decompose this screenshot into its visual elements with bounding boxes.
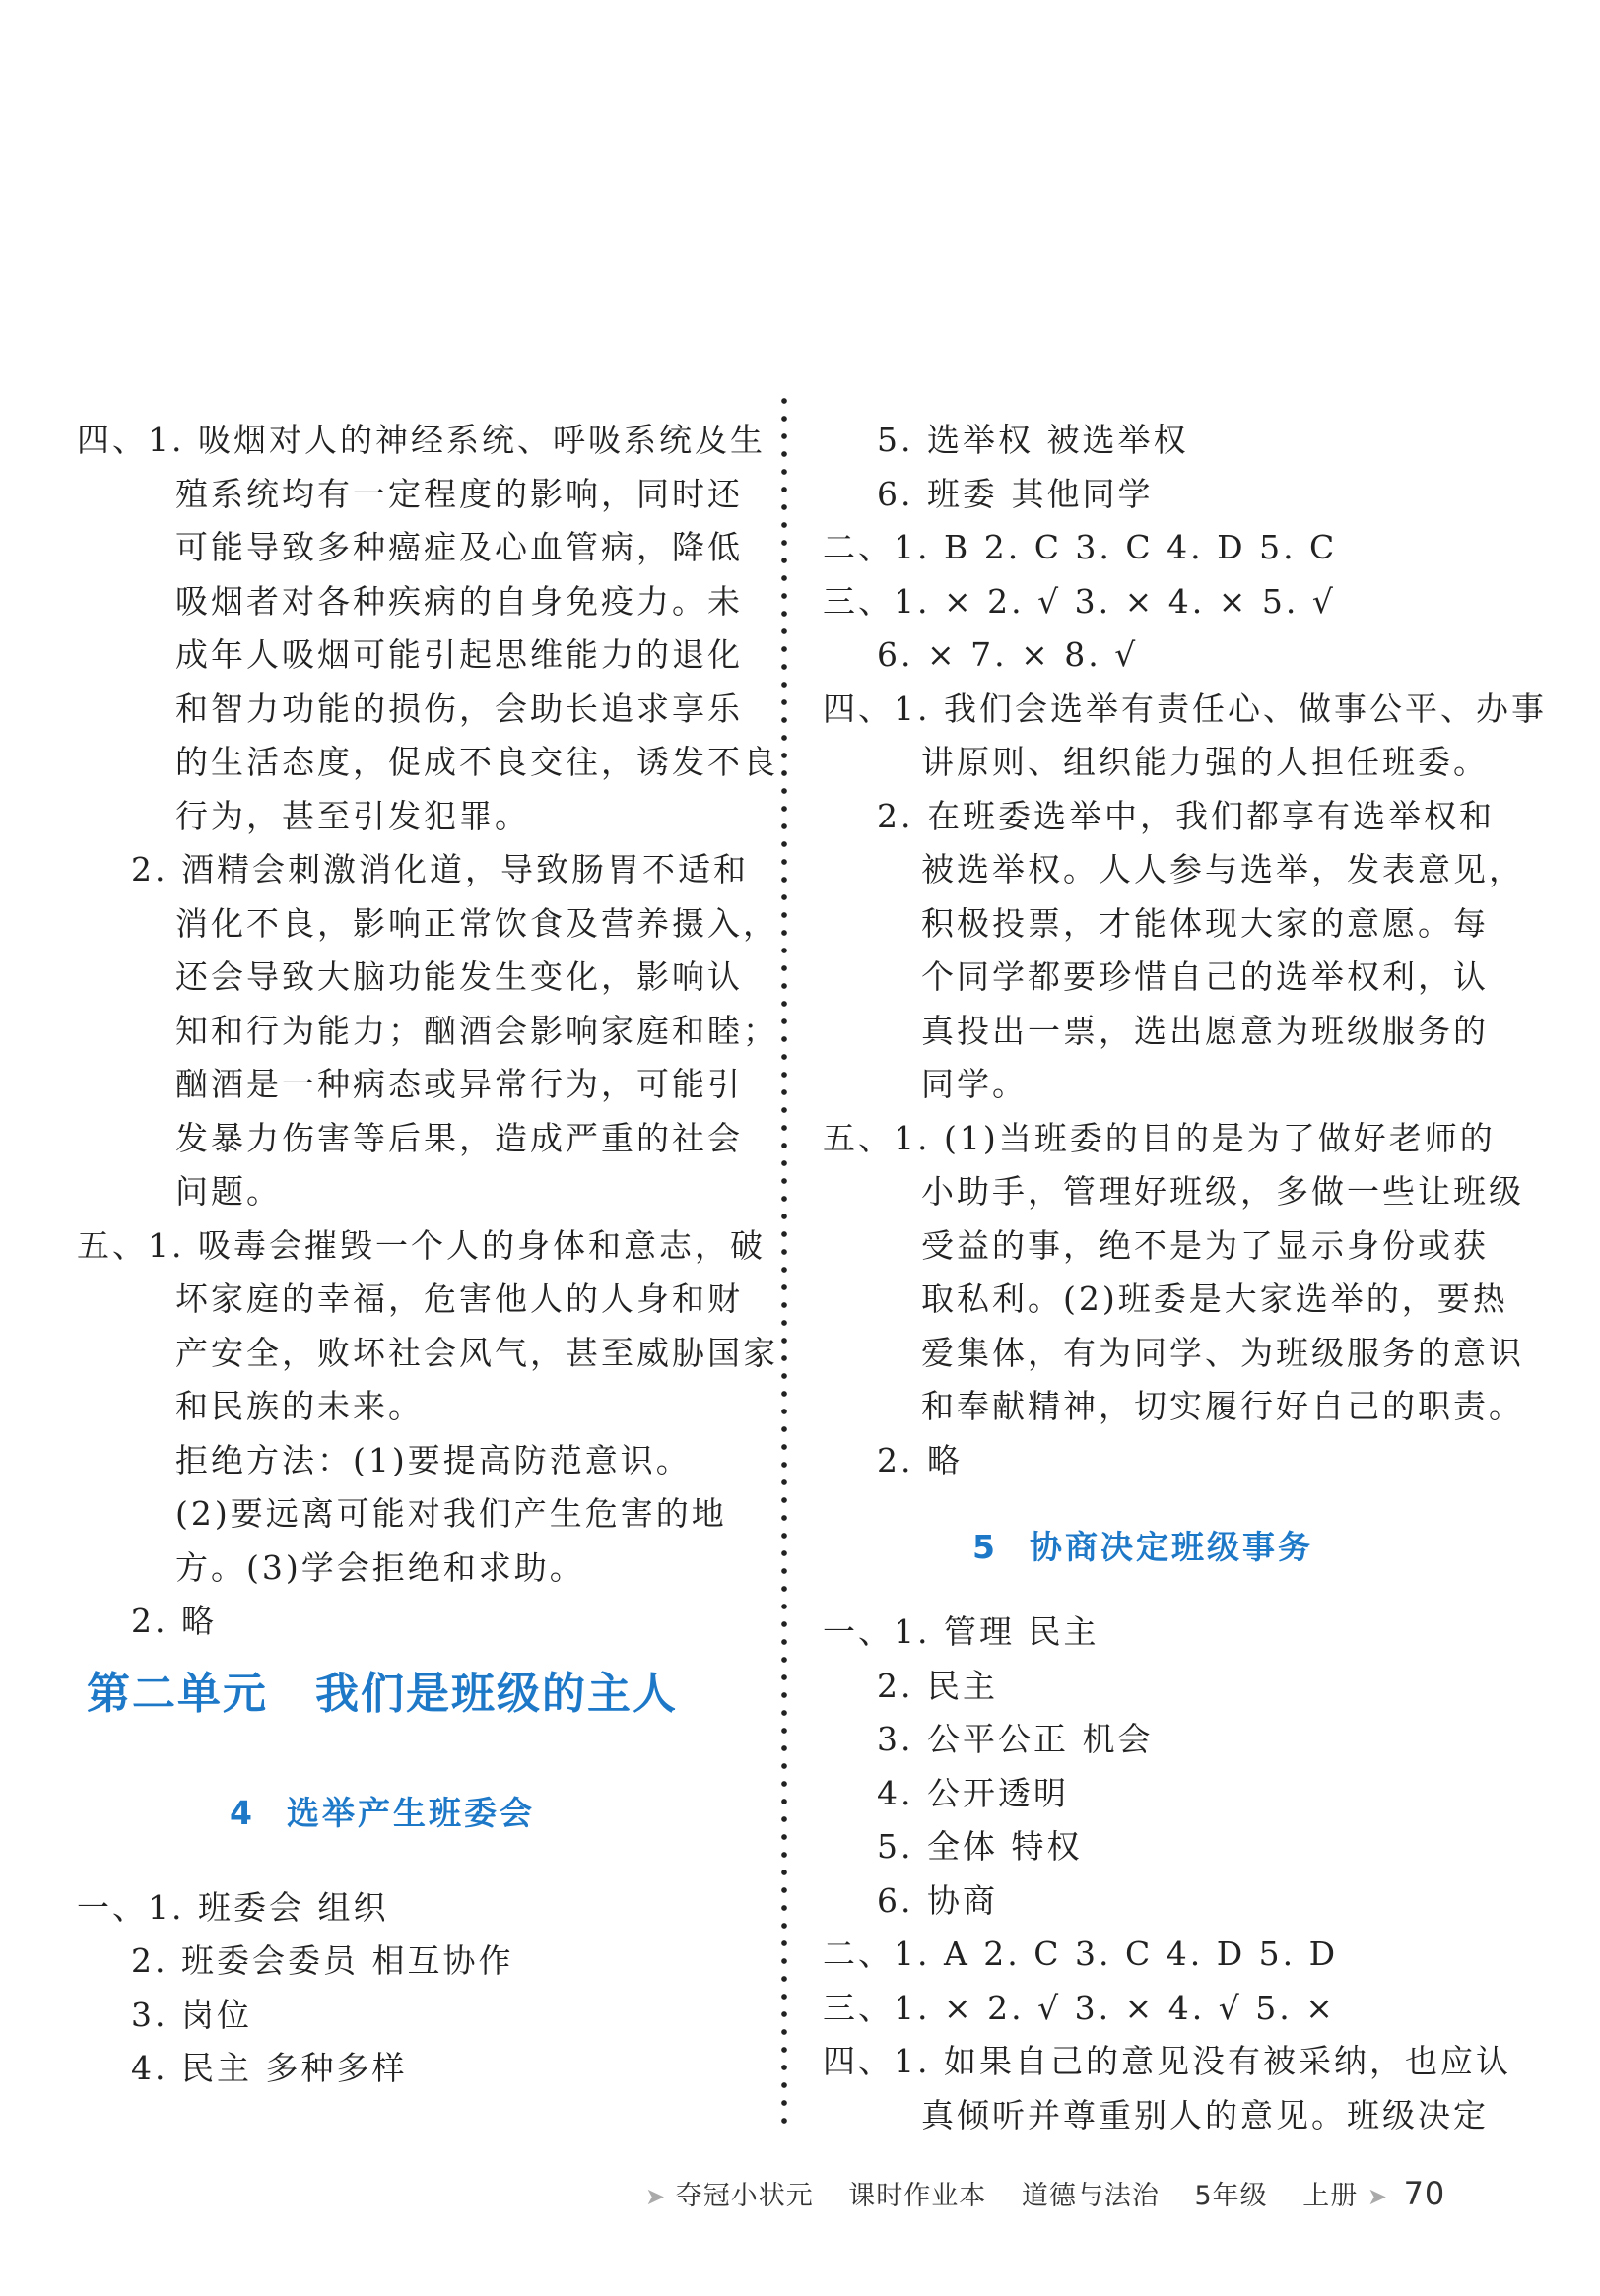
left-answer-lines [77, 414, 778, 1649]
unit-title-label: 第二单元 [87, 1668, 268, 1719]
answer-line: 酗酒是一种病态或异常行为，可能引 [175, 1065, 743, 1103]
answer-line: 讲原则、组织能力强的人担任班委。 [921, 743, 1489, 781]
answer-line: 四、1. 吸烟对人的神经系统、呼吸系统及生 [77, 421, 766, 459]
footer-grade: 5年级 [1194, 2181, 1268, 2211]
answer-line: 6. × 7. × 8. √ [877, 635, 1139, 674]
answer-line: 和民族的未来。 [175, 1387, 424, 1425]
answer-line: 个同学都要珍惜自己的选举权利，认 [921, 957, 1489, 996]
answer-line: 一、1. 管理 民主 [823, 1612, 1100, 1651]
answer-line: 的生活态度，促成不良交往，诱发不良 [175, 743, 778, 781]
lesson-number: 4 [230, 1793, 255, 1832]
lesson-name: 协商决定班级事务 [1029, 1528, 1313, 1566]
answer-line: 二、1. A 2. C 3. C 4. D 5. D [823, 1935, 1339, 1973]
arrow-icon: ➤ [645, 2183, 667, 2210]
unit-title-name: 我们是班级的主人 [315, 1668, 678, 1719]
answer-line: 2. 略 [131, 1602, 217, 1640]
answer-line: 2. 酒精会刺激消化道，导致肠胃不适和 [131, 850, 749, 888]
unit-title [77, 1649, 727, 1739]
page-number: 70 [1403, 2175, 1446, 2212]
answer-line: 知和行为能力；酗酒会影响家庭和睦； [175, 1011, 778, 1050]
answer-line: 2. 班委会委员 相互协作 [131, 1941, 514, 1980]
answer-line: 5. 选举权 被选举权 [877, 421, 1189, 459]
footer-series: 课时作业本 [848, 2181, 987, 2211]
answer-line: 五、1. 吸毒会摧毁一个人的身体和意志，破 [77, 1225, 766, 1265]
answer-line: 受益的事，绝不是为了显示身份或获 [921, 1225, 1489, 1265]
answer-line: 方。(3)学会拒绝和求助。 [175, 1547, 585, 1587]
arrow-icon: ➤ [1367, 2183, 1388, 2210]
answer-line: 被选举权。人人参与选举，发表意见， [921, 850, 1524, 888]
answer-line: 产安全，败坏社会风气，甚至威胁国家 [175, 1333, 778, 1372]
answer-line: 真投出一票，选出愿意为班级服务的 [921, 1011, 1489, 1050]
answer-line: 和智力功能的损伤，会助长追求享乐 [175, 689, 743, 728]
answer-line: 和奉献精神，切实履行好自己的职责。 [921, 1387, 1524, 1425]
footer-subject: 道德与法治 [1021, 2181, 1160, 2211]
answer-line: 小助手，管理好班级，多做一些让班级 [921, 1172, 1524, 1211]
lesson-number: 5 [972, 1528, 998, 1566]
answer-line: 2. 民主 [877, 1666, 998, 1705]
answer-line: 取私利。(2)班委是大家选举的，要热 [921, 1279, 1508, 1318]
answer-line: 6. 班委 其他同学 [877, 474, 1154, 513]
answer-line: 4. 民主 多种多样 [131, 2049, 408, 2087]
answer-line: 五、1. (1)当班委的目的是为了做好老师的 [823, 1118, 1496, 1157]
answer-line: 四、1. 我们会选举有责任心、做事公平、办事 [823, 689, 1547, 728]
answer-line: 坏家庭的幸福，危害他人的人身和财 [175, 1279, 743, 1318]
answer-line: 真倾听并尊重别人的意见。班级决定 [921, 2095, 1489, 2134]
answer-line: 4. 公开透明 [877, 1773, 1069, 1812]
answer-line: 成年人吸烟可能引起思维能力的退化 [175, 635, 743, 674]
answer-line: 行为，甚至引发犯罪。 [175, 796, 530, 835]
answer-line: 6. 协商 [877, 1880, 998, 1920]
footer-volume: 上册 [1302, 2181, 1359, 2211]
answer-line: (2)要远离可能对我们产生危害的地 [175, 1494, 727, 1533]
answer-line: 一、1. 班委会 组织 [77, 1887, 389, 1927]
answer-line: 3. 公平公正 机会 [877, 1720, 1154, 1758]
answer-line: 同学。 [921, 1065, 1028, 1103]
answer-line: 爱集体，有为同学、为班级服务的意识 [921, 1333, 1524, 1372]
answer-line: 2. 在班委选举中，我们都享有选举权和 [877, 796, 1495, 835]
answer-line: 三、1. × 2. √ 3. × 4. × 5. √ [823, 581, 1336, 621]
answer-line: 2. 略 [877, 1440, 963, 1479]
right-answer-lines [823, 414, 1547, 1487]
answer-line: 吸烟者对各种疾病的自身免疫力。未 [175, 581, 743, 621]
lesson-name: 选举产生班委会 [286, 1793, 535, 1832]
answer-line: 发暴力伤害等后果，造成严重的社会 [175, 1118, 743, 1157]
lesson-5-title [823, 1513, 1463, 1582]
answer-line: 问题。 [175, 1172, 282, 1211]
answer-line: 消化不良，影响正常饮食及营养摄入， [175, 903, 778, 943]
page-footer [645, 2174, 1445, 2212]
lesson-4-title [77, 1779, 727, 1848]
column-divider [780, 392, 788, 2126]
right-column [823, 414, 1547, 2142]
left-lesson-answers [77, 1881, 727, 2096]
right-lesson-answers [823, 1606, 1511, 2142]
answer-line: 四、1. 如果自己的意见没有被采纳，也应认 [823, 2042, 1511, 2080]
answer-line: 5. 全体 特权 [877, 1827, 1083, 1866]
left-column [77, 414, 778, 2096]
answer-line: 可能导致多种癌症及心血管病，降低 [175, 528, 743, 566]
answer-line: 殖系统均有一定程度的影响，同时还 [175, 474, 743, 513]
answer-line: 还会导致大脑功能发生变化，影响认 [175, 957, 743, 996]
answer-line: 二、1. B 2. C 3. C 4. D 5. C [823, 528, 1338, 566]
answer-line: 三、1. × 2. √ 3. × 4. √ 5. × [823, 1988, 1336, 2027]
answer-line: 拒绝方法：(1)要提高防范意识。 [175, 1440, 692, 1479]
answer-line: 积极投票，才能体现大家的意愿。每 [921, 903, 1489, 943]
answer-line: 3. 岗位 [131, 1995, 252, 2034]
footer-brand: 夺冠小状元 [675, 2181, 814, 2211]
